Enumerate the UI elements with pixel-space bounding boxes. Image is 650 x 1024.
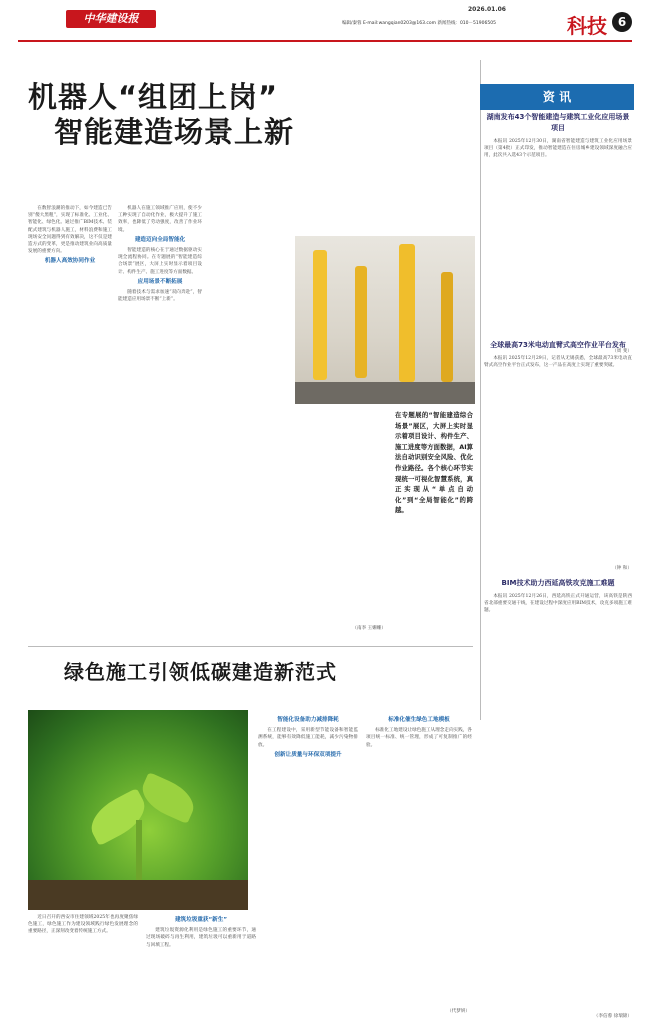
robot-arm-2	[355, 266, 367, 378]
lead-headline-line2: 智能建造场景上新	[54, 115, 295, 149]
second-column-4	[366, 714, 472, 1014]
robot-base	[295, 382, 475, 404]
leaf-2	[136, 772, 200, 824]
masthead	[0, 0, 650, 40]
news-3-title: BIM技术助力西延高铁攻克施工难题	[501, 579, 615, 587]
lead-byline: （南李 王姗姗）	[352, 626, 386, 631]
second-col2-text: 在工程建设中，采用新型节能设备和智能监测系统，能够有效降低施工能耗，减少污染物排放。	[258, 728, 358, 748]
green-plant-photo	[28, 710, 248, 910]
second-column-1	[28, 914, 138, 1014]
second-headline: 绿色施工引领低碳建造新范式	[64, 660, 337, 684]
lead-headline-line1: 机器人“组团上岗”	[28, 80, 279, 114]
editor-info: 编辑/秦蓉 E-mail:wangqian0203@163.com 新闻热线：010－51906505	[342, 21, 496, 26]
second-subhead-4: 标准化催生绿色工地模板	[388, 717, 450, 723]
robot-arm-3	[399, 244, 415, 382]
lead-photo-caption	[395, 410, 473, 575]
robot-arm-1	[313, 250, 327, 380]
lead-column-1	[28, 205, 112, 625]
sidebar-header	[480, 84, 634, 110]
lead-subhead-1: 机器人高效协同作业	[44, 258, 96, 265]
page-number: 6	[617, 15, 627, 29]
lead-column-2	[118, 205, 202, 625]
lead-col4-text: 随着技术与需求加速“双向奔赴”，智能建造应用场景不断“上新”。	[118, 290, 202, 303]
news-1-body: 本报讯 2025年12月30日，湖南省智能建造与建筑工业化应用场景项目（第4批）正式印发，推动智能建造在住房城乡建设领域深度融合应用，此次共入选43个示范项目。	[484, 139, 632, 159]
news-2-byline: （钟 和）	[612, 566, 632, 571]
second-column-3	[258, 714, 358, 1014]
sidebar-header-text: 资 讯	[542, 90, 572, 104]
news-2-body: 本报讯 2025年12月29日，记者从无锡获悉，全球最高73米电动直臂式高空作业平台正式发布，这一产品在高度上实现了重要突破。	[484, 356, 632, 369]
soil	[28, 880, 248, 910]
section-name: 科技	[567, 14, 607, 38]
second-subhead-3: 创新让质量与环保双项提升	[274, 751, 342, 758]
leaf-1	[84, 788, 153, 846]
news-1-title: 湖南发布43个智能建造与建筑工业化应用场景项目	[486, 113, 630, 132]
second-column-2	[146, 914, 256, 1014]
section-divider	[28, 646, 473, 647]
lead-col3-text: 智能建造的核心在于通过数据驱动实现全流程协同。在专题展的“智能建造综合场景”展区，大屏上实时显示着项目设计、构件生产、施工进度等方面数据。	[118, 248, 202, 275]
lead-subhead-2: 建造迈向全局智能化	[134, 236, 186, 243]
second-subhead-2: 建筑垃圾重获“新生”	[174, 917, 228, 923]
second-subhead-1: 智能化设备助力减排降耗	[277, 717, 339, 723]
news-3-body: 本报讯 2025年12月26日，西延高铁正式开通运营，该高铁是陕西省北部重要交通干线，在建设过程中深度应用BIM技术，攻克多项施工难题。	[484, 594, 632, 614]
masthead-divider	[18, 40, 632, 42]
issue-date: 2026.01.06	[468, 6, 506, 13]
robots-photo	[295, 236, 475, 404]
lead-headline	[28, 80, 358, 150]
news-3-byline: （李信蓉 徐瑞锦）	[593, 1014, 632, 1019]
sidebar-news-3	[484, 578, 632, 1019]
news-1-byline: （周 斐）	[612, 349, 632, 354]
newspaper-logo	[66, 10, 156, 28]
second-col1-text: 近日召开的西安市住建领域2025年也再度聚焦绿色施工，绿色施工作为建设领域践行绿色发展理念的重要路径，正深刻改变着传统施工方式。	[28, 915, 138, 935]
lead-col2-text: 机器人在施工领域推广应用，使不少工种实现了自动化作业，极大提升了施工效率，也降低了劳动强度，改善了作业环境。	[118, 206, 202, 233]
lead-subhead-3: 应用场景不断拓展	[137, 278, 183, 285]
second-byline: （代梦妍）	[447, 1009, 470, 1014]
second-col3-text: 建筑垃圾资源化利用是绿色施工的重要环节，通过现场破碎与再生利用，建筑垃圾可以重新用于道路与回填工程。	[146, 928, 256, 948]
lead-col1-text: 在数智浪潮的推动下，如今建造已告别“傻大黑粗”，实现了标准化、工业化、智能化、绿色化。通过推广BIM技术、装配式建筑与机器人施工，材料浪费和施工现场安全问题得到有效解决，这不仅是建造方式的变革，更是推动建筑业向高质量发展的重要方向。	[28, 206, 112, 255]
sidebar-news-1	[484, 112, 632, 354]
sidebar-divider	[480, 60, 481, 720]
news-2-title: 全球最高73米电动直臂式高空作业平台发布	[490, 341, 626, 349]
lead-caption-text: 在专题展的“智能建造综合场景”展区，大屏上实时显示着项目设计、构件生产、施工进度等方面数据，AI算法自动识别安全风险、优化作业路径。各个核心环节实现统一可视化智慧系统，真正实现从“单点自动化”到“全局智能化”的跨越。	[395, 411, 473, 515]
second-col4-text: 标准化工地建设让绿色施工从理念走向实践，各项目统一标准、统一管理，形成了可复制推广的经验。	[366, 728, 472, 748]
robot-arm-4	[441, 272, 453, 382]
sidebar-news-2	[484, 340, 632, 571]
logo-text: 中华建设报	[83, 12, 139, 25]
page-number-badge	[612, 12, 632, 32]
